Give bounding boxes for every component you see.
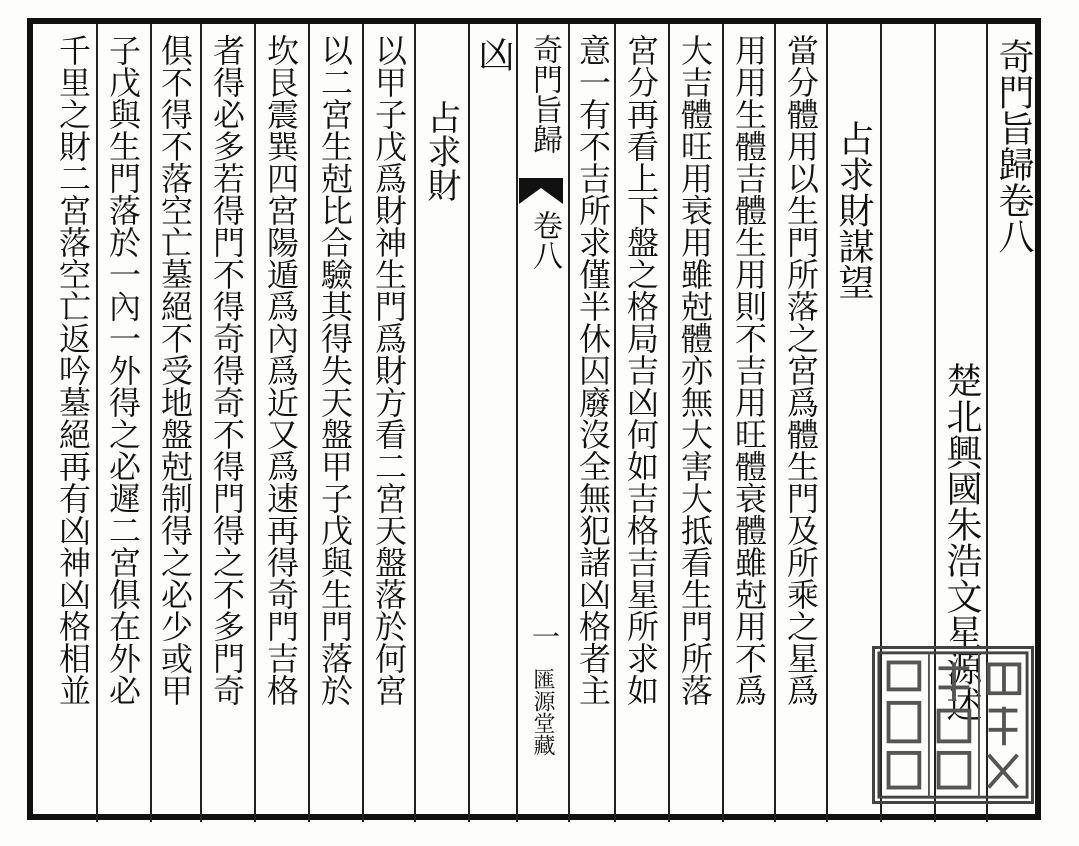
text-column: 千里之財二宮落空亡返吟墓絕再有凶神凶格相並 xyxy=(54,34,92,706)
text-column: 大吉體旺用衰用雖尅體亦無大害大抵看生門所落 xyxy=(676,34,714,706)
text-column: 當分體用以生門所落之宮爲體生門及所乘之星爲 xyxy=(782,34,820,706)
column-rule xyxy=(362,24,364,822)
column-rule xyxy=(254,24,256,822)
text-column: 宮分再看上下盤之格局吉凶何如吉格吉星所求如 xyxy=(622,34,660,706)
column-rule xyxy=(722,24,724,822)
fold-publisher: 匯源堂藏 xyxy=(530,668,555,756)
fish-tail-mark xyxy=(519,178,563,204)
column-rule xyxy=(308,24,310,822)
fold-page-number: 一 xyxy=(528,622,561,650)
fold-juan: 卷八 xyxy=(527,210,562,270)
text-column: 以二宮生尅比合驗其得失天盤甲子戊與生門落於 xyxy=(316,34,354,706)
column-rule xyxy=(200,24,202,822)
column-rule xyxy=(826,24,828,822)
text-column: 坎艮震巽四宮陽遁爲內爲近又爲速再得奇門吉格 xyxy=(262,34,300,706)
text-column: 以甲子戊爲財神生門爲財方看二宮天盤落於何宮 xyxy=(370,34,408,706)
column-rule xyxy=(774,24,776,822)
fold-title: 奇門旨歸 xyxy=(527,34,562,154)
seal-stamp-graphic xyxy=(875,649,1031,801)
column-rule xyxy=(414,24,416,822)
fold-rule xyxy=(516,24,518,822)
text-column: 意一有不吉所求僅半休囚廢沒全無犯諸凶格者主 xyxy=(574,34,612,706)
section-heading: 占求財 xyxy=(421,100,461,202)
text-column: 者得必多若得門不得奇得奇不得門得之不多門奇 xyxy=(208,34,246,706)
seal-stamp xyxy=(872,646,1034,804)
column-rule xyxy=(668,24,670,822)
text-column-fragment: 凶 xyxy=(473,36,514,72)
author-line: 楚北興國朱浩文星源述 xyxy=(941,362,982,722)
column-rule xyxy=(468,24,470,822)
book-title: 奇門旨歸卷八 xyxy=(993,38,1034,254)
column-rule xyxy=(96,24,98,822)
text-column: 俱不得不落空亡墓絕不受地盤尅制得之必少或甲 xyxy=(156,34,194,706)
text-column: 子戊與生門落於一內一外得之必遲二宮俱在外必 xyxy=(104,34,142,706)
section-heading: 占求財謀望 xyxy=(833,120,874,300)
text-column: 用用生體吉體生用則不吉用旺體衰體雖尅用不爲 xyxy=(730,34,768,706)
